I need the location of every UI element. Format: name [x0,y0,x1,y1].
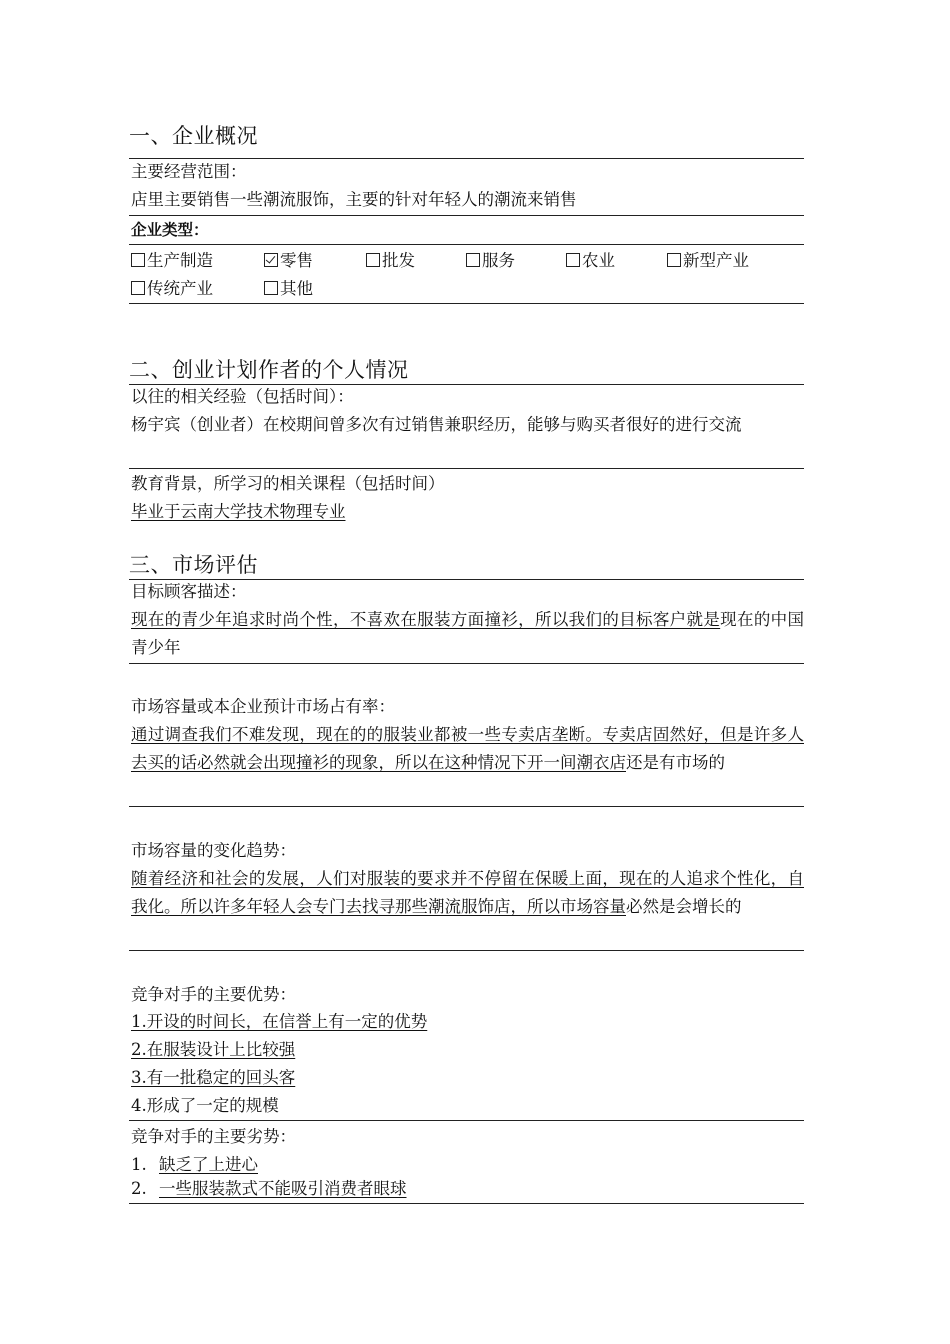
checkbox-icon[interactable] [667,253,681,267]
list-number: 2. [131,1179,147,1198]
capacity-text-rest: 还是有市场的 [626,753,725,772]
option-other[interactable] [264,275,313,303]
option-retail[interactable] [264,247,313,275]
option-label: 零售 [280,251,313,270]
advantage-item: 1.开设的时间长，在信誉上有一定的优势 [131,1012,428,1031]
trend-text [131,865,804,921]
target-text-rest: 现在的中国青少年 [131,610,805,657]
option-service[interactable] [466,247,515,275]
divider [129,468,804,469]
trend-text-underlined: 随着经济和社会的发展，人们对服装的要求并不停留在保暖上面，现在的人追求个性化，自我化。所以许多年轻人会专门去找寻那些潮流服饰店，所以市场容量 [131,869,804,916]
education-label: 教育背景，所学习的相关课程（包括时间） [131,474,445,493]
education-text: 毕业于云南大学技术物理专业 [131,502,346,521]
section-1-heading: 一、企业概况 [129,124,258,148]
target-label: 目标顾客描述： [131,582,247,601]
checkbox-icon[interactable] [366,253,380,267]
trend-label: 市场容量的变化趋势： [131,841,296,860]
section-3-heading: 三、市场评估 [129,553,258,577]
advantage-item: 4.形成了一定的规模 [131,1096,279,1115]
option-wholesale[interactable] [366,247,415,275]
disadvantage-text: 缺乏了上进心 [159,1155,258,1174]
checkbox-icon[interactable] [264,281,278,295]
checkbox-icon[interactable] [131,253,145,267]
disadvantage-text: 一些服装款式不能吸引消费者眼球 [159,1179,407,1198]
divider [129,303,804,304]
divider [129,244,804,245]
checkbox-icon[interactable] [131,281,145,295]
option-label: 其他 [280,279,313,298]
type-label: 企业类型： [131,221,209,239]
capacity-text-underlined: 通过调查我们不难发现，现在的的服装业都被一些专卖店垄断。专卖店固然好，但是许多人去买的话必然就会出现撞衫的现象，所以在这种情况下开一间潮衣店 [131,725,804,772]
list-number: 1. [131,1155,147,1174]
advantage-item: 2.在服装设计上比较强 [131,1040,296,1059]
trend-text-rest: 必然是会增长的 [626,897,742,916]
target-text-underlined: 现在的青少年追求时尚个性，不喜欢在服装方面撞衫，所以我们的目标客户就是 [131,610,721,629]
capacity-label: 市场容量或本企业预计市场占有率： [131,697,395,716]
option-new-industry[interactable] [667,247,749,275]
option-manufacturing[interactable] [131,247,213,275]
option-label: 服务 [482,251,515,270]
experience-text: 杨宇宾（创业者）在校期间曾多次有过销售兼职经历，能够与购买者很好的进行交流 [131,415,742,434]
divider [129,663,804,664]
target-text [131,606,804,662]
divider [129,215,804,216]
disadvantages-label: 竞争对手的主要劣势： [131,1127,296,1146]
type-options-row-1 [129,247,804,275]
scope-label: 主要经营范围： [131,162,247,181]
checkbox-icon[interactable] [466,253,480,267]
divider [129,1120,804,1121]
option-label: 新型产业 [683,251,749,270]
option-agriculture[interactable] [566,247,615,275]
scope-text: 店里主要销售一些潮流服饰，主要的针对年轻人的潮流来销售 [131,190,577,209]
experience-label: 以往的相关经验（包括时间）： [131,387,354,406]
divider [129,950,804,951]
type-options-row-2 [129,275,804,303]
option-label: 批发 [382,251,415,270]
advantages-label: 竞争对手的主要优势： [131,985,296,1004]
section-2-heading: 二、创业计划作者的个人情况 [129,358,409,382]
disadvantage-item [131,1175,407,1203]
checkbox-icon[interactable] [566,253,580,267]
option-traditional-industry[interactable] [131,275,213,303]
divider [129,806,804,807]
divider [129,1203,804,1204]
option-label: 生产制造 [147,251,213,270]
option-label: 农业 [582,251,615,270]
advantage-item: 3.有一批稳定的回头客 [131,1068,296,1087]
capacity-text [131,721,804,777]
checkbox-checked-icon[interactable] [264,253,278,267]
option-label: 传统产业 [147,279,213,298]
